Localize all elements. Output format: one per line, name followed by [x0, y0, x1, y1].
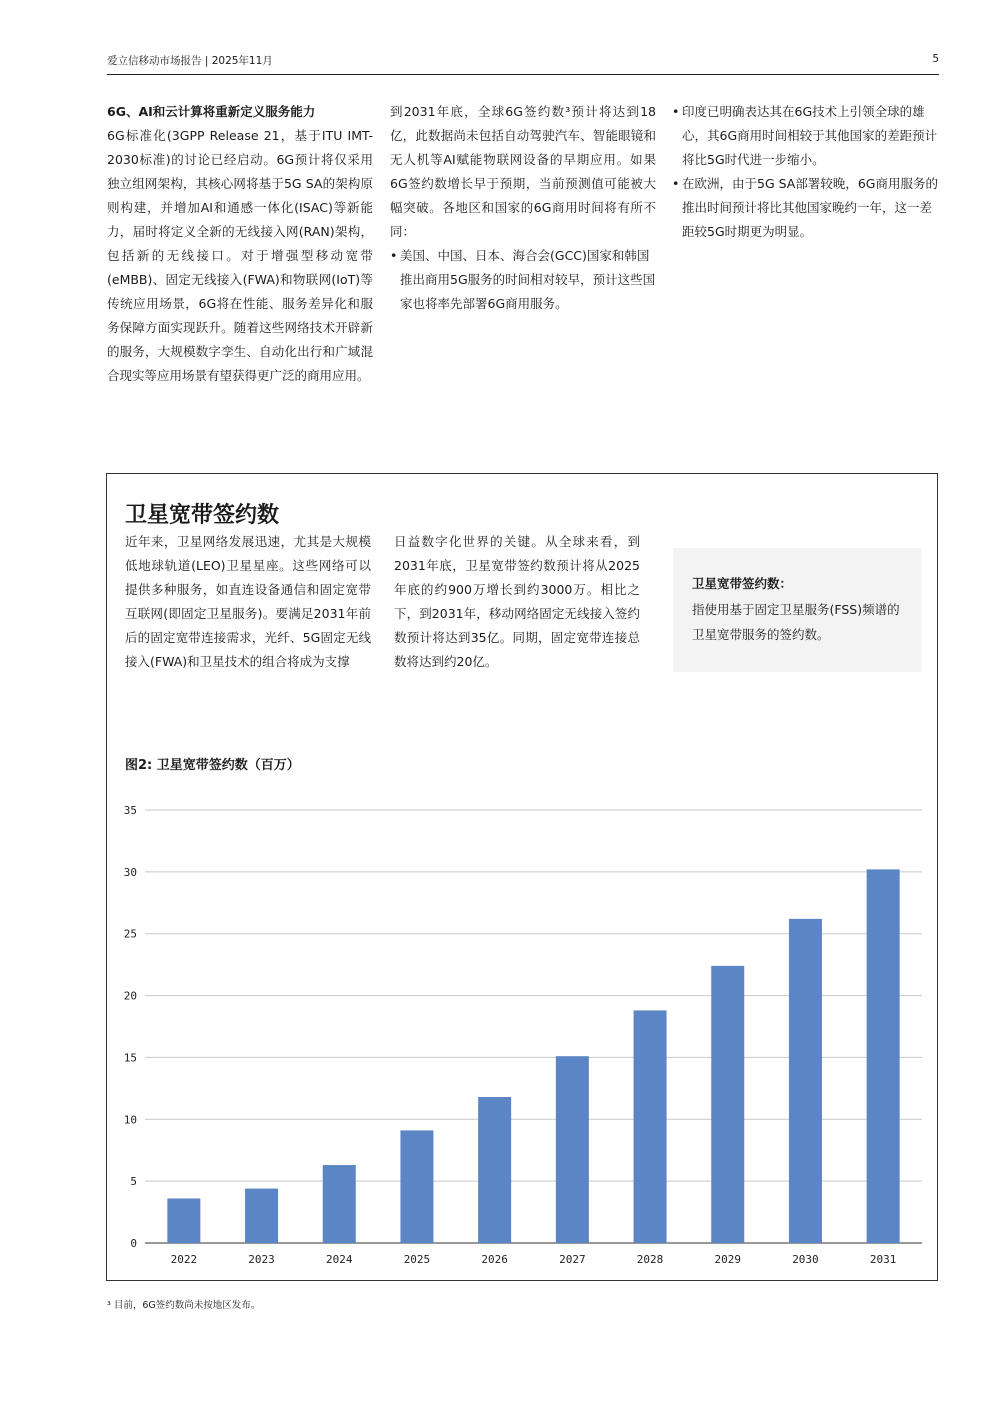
section-paragraph: 6G标准化(3GPP Release 21，基于ITU IMT-2030标准)的讨论已经启动。6G预计将仅采用独立组网架构，其核心网将基于5G SA的架构原则构建，并增加AI和通感一体化(ISAC)等新能力，届时将定义全新的无线接入网(RAN)架构，包括新的无线接口。对于增强型移动宽带(eMBB)、固定无线接入(FWA)和物联网(IoT)等传统应用场景，6G将在性能、服务差异化和服务保障方面实现跃升。随着这些网络技术开辟新的服务，大规模数字孪生、自动化出行和广域混合现实等应用场景有望获得更广泛的商用应用。 — [107, 128, 373, 383]
y-tick-label: 5 — [130, 1175, 137, 1189]
section-heading: 6G、AI和云计算将重新定义服务能力 — [107, 104, 316, 119]
x-tick-label: 2025 — [403, 1253, 431, 1266]
y-tick-label: 0 — [130, 1237, 137, 1250]
box-paragraph-2: 日益数字化世界的关键。从全球来看，到2031年底，卫星宽带签约数预计将从2025年底的约900万增长到约3000万。相比之下，到2031年，移动网络固定无线接入签约数预计将达到35亿。同期，固定宽带连接总数将达到约20亿。 — [394, 534, 640, 669]
bar — [245, 1189, 278, 1243]
box-column-2 — [394, 530, 640, 674]
y-tick-label: 35 — [123, 804, 137, 817]
report-title: 爱立信移动市场报告 | 2025年11月 — [107, 55, 273, 67]
x-tick-label: 2022 — [170, 1253, 198, 1266]
y-tick-label: 20 — [123, 989, 137, 1003]
definition-text: 指使用基于固定卫星服务(FSS)频谱的卫星宽带服务的签约数。 — [692, 602, 900, 642]
y-tick-label: 10 — [123, 1113, 137, 1127]
x-tick-label: 2024 — [326, 1253, 353, 1266]
bar — [634, 1010, 667, 1243]
x-tick-label: 2031 — [869, 1253, 897, 1266]
bar — [711, 966, 744, 1243]
x-tick-label: 2028 — [636, 1253, 664, 1266]
box-title: 卫星宽带签约数 — [125, 503, 280, 528]
x-tick-label: 2029 — [714, 1253, 741, 1266]
bullet-item: • 在欧洲，由于5G SA部署较晚，6G商用服务的推出时间预计将比其他国家晚约一年，这一差距较5G时期更为明显。 — [672, 172, 939, 244]
page-header — [107, 52, 939, 75]
column-1 — [107, 100, 373, 388]
satellite-box — [106, 473, 938, 1281]
y-tick-label: 25 — [123, 927, 137, 941]
bullet-item: • 美国、中国、日本、海合会(GCC)国家和韩国推出商用5G服务的时间相对较早，预计这些国家也将率先部署6G商用服务。 — [390, 244, 656, 316]
column-2 — [390, 100, 656, 316]
page-number: 5 — [932, 53, 939, 65]
bar — [478, 1097, 511, 1243]
box-column-1 — [125, 530, 371, 674]
bullet-item: • 印度已明确表达其在6G技术上引领全球的雄心，其6G商用时间相较于其他国家的差距预计将比5G时代进一步缩小。 — [672, 100, 939, 172]
forecast-paragraph: 到2031年底，全球6G签约数³预计将达到18亿，此数据尚未包括自动驾驶汽车、智能眼镜和无人机等AI赋能物联网设备的早期应用。如果6G签约数增长早于预期，当前预测值可能被大幅突破。各地区和国家的6G商用时间将有所不同： — [390, 104, 656, 239]
bar — [323, 1165, 356, 1243]
bar — [867, 869, 900, 1243]
bar — [400, 1130, 433, 1243]
footnote: ³ 目前，6G签约数尚未按地区发布。 — [107, 1300, 261, 1311]
x-tick-label: 2030 — [792, 1253, 819, 1266]
definition-title: 卫星宽带签约数： — [692, 576, 793, 591]
definition-panel — [673, 548, 921, 672]
x-tick-label: 2026 — [481, 1253, 508, 1266]
x-tick-label: 2023 — [248, 1253, 275, 1266]
box-paragraph-1: 近年来，卫星网络发展迅速，尤其是大规模低地球轨道(LEO)卫星星座。这些网络可以提供多种服务，如直连设备通信和固定宽带互联网(即固定卫星服务)。要满足2031年前后的固定宽带连接需求，光纤、5G固定无线接入(FWA)和卫星技术的组合将成为支撑 — [125, 534, 371, 669]
x-tick-label: 2027 — [559, 1253, 586, 1266]
y-tick-label: 15 — [123, 1051, 137, 1065]
bar-chart — [107, 794, 937, 1274]
bar — [167, 1198, 200, 1243]
y-tick-label: 30 — [123, 865, 137, 879]
column-3 — [672, 100, 939, 244]
figure-title: 图2: 卫星宽带签约数（百万） — [125, 758, 300, 773]
bar — [556, 1056, 589, 1243]
bar — [789, 919, 822, 1243]
